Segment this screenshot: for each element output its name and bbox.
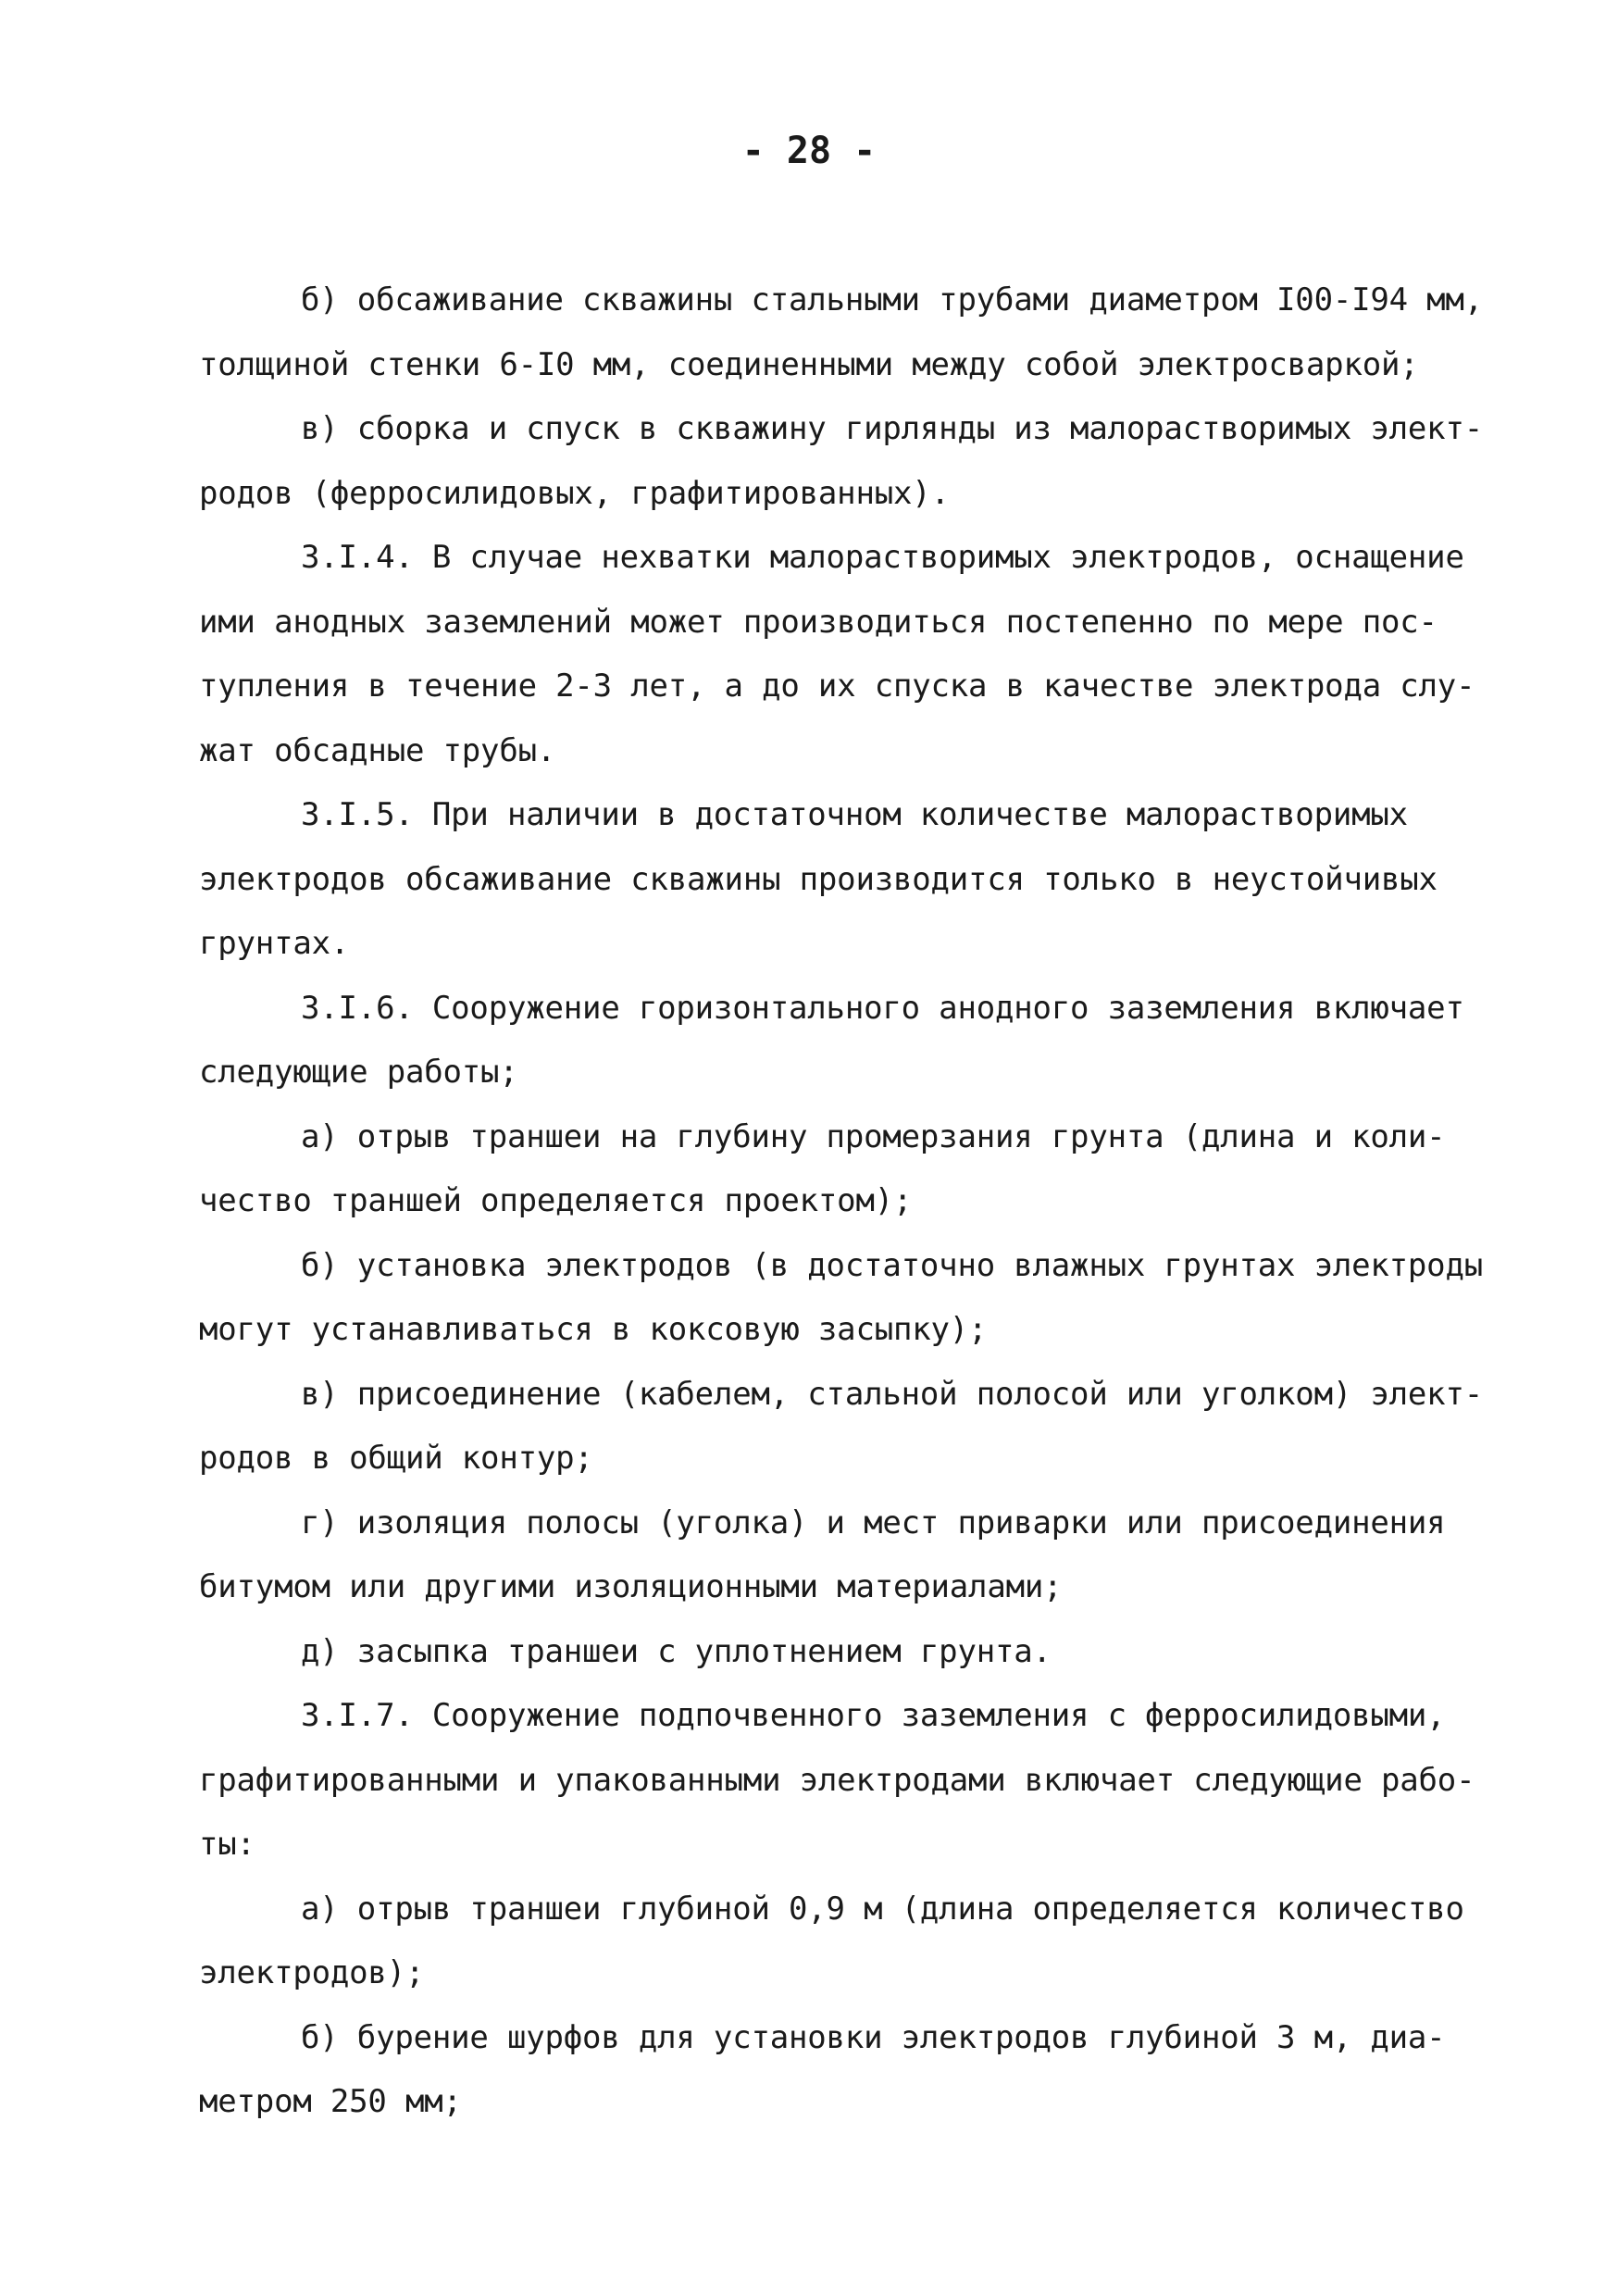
text-line: а) отрыв траншеи на глубину промерзания грунта (длина и коли- (301, 1117, 1446, 1155)
text-line: ты: (199, 1826, 255, 1863)
text-line: толщиной стенки 6-I0 мм, соединенными между собой электросваркой; (199, 345, 1419, 383)
text-line: чество траншей определяется проектом); (199, 1182, 913, 1219)
text-line: грунтах. (199, 925, 350, 962)
page-number: - 28 - (741, 130, 877, 172)
text-line: в) сборка и спуск в скважину гирлянды из малорастворимых элект- (301, 410, 1483, 447)
text-line: а) отрыв траншеи глубиной 0,9 м (длина определяется количество (301, 1890, 1464, 1928)
text-line: 3.I.6. Сооружение горизонтального анодного заземления включает (301, 989, 1464, 1027)
text-line: битумом или другими изоляционными материалами; (199, 1568, 1063, 1605)
text-line: ими анодных заземлений может производиться постепенно по мере пос- (199, 603, 1438, 641)
document-body (199, 268, 1523, 2135)
text-line: метром 250 мм; (199, 2083, 462, 2120)
text-line: б) установка электродов (в достаточно влажных грунтах электроды (301, 1246, 1483, 1284)
text-line: б) обсаживание скважины стальными трубами диаметром I00-I94 мм, (301, 281, 1483, 318)
text-line: д) засыпка траншеи с уплотнением грунта. (301, 1632, 1052, 1670)
text-line: г) изоляция полосы (уголка) и мест приварки или присоединения (301, 1504, 1446, 1541)
text-line: графитированными и упакованными электродами включает следующие рабо- (199, 1761, 1475, 1799)
text-line: 3.I.4. В случае нехватки малорастворимых электродов, оснащение (301, 539, 1464, 576)
text-line: могут устанавливаться в коксовую засыпку); (199, 1311, 988, 1348)
text-line: б) бурение шурфов для установки электродов глубиной 3 м, диа- (301, 2018, 1446, 2056)
text-line: в) присоединение (кабелем, стальной полосой или уголком) элект- (301, 1375, 1483, 1413)
text-line: 3.I.7. Сооружение подпочвенного заземления с ферросилидовыми, (301, 1697, 1446, 1734)
text-line: 3.I.5. При наличии в достаточном количестве малорастворимых (301, 796, 1408, 833)
text-line: жат обсадные трубы. (199, 731, 556, 769)
text-line: электродов обсаживание скважины производится только в неустойчивых (199, 860, 1438, 898)
text-line: родов в общий контур; (199, 1440, 593, 1477)
text-line: следующие работы; (199, 1054, 518, 1091)
text-line: тупления в течение 2-3 лет, а до их спуска в качестве электрода слу- (199, 668, 1475, 705)
text-line: электродов); (199, 1954, 425, 1991)
text-line: родов (ферросилидовых, графитированных). (199, 474, 950, 512)
